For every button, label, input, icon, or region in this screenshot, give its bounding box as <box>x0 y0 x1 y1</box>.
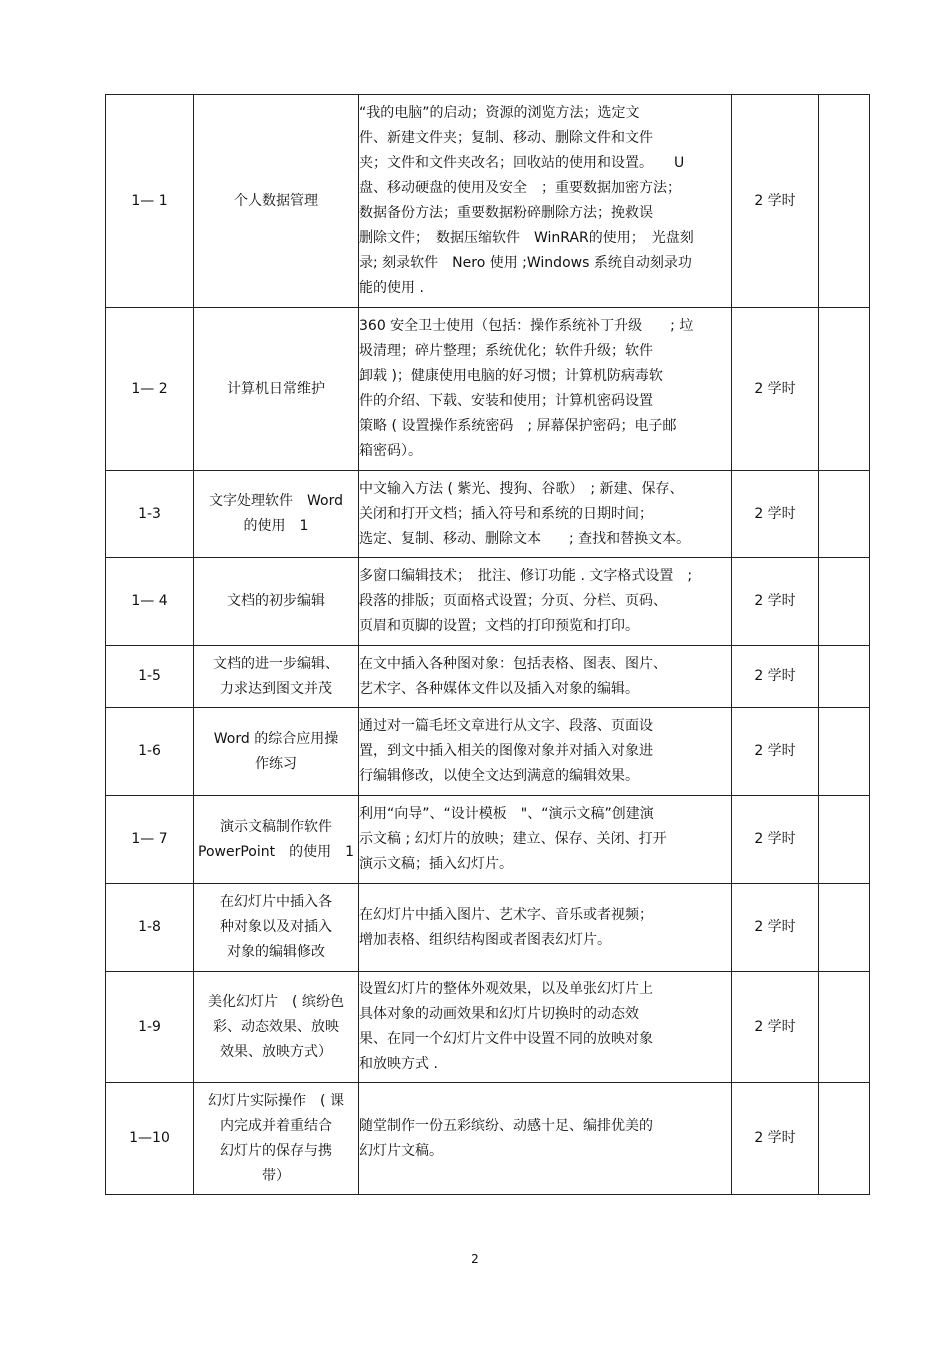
content-line: 卸载 )；健康使用电脑的好习惯；计算机防病毒软 <box>359 368 663 384</box>
topic-line: 文字处理软件 Word <box>209 493 343 509</box>
topic-line: 种对象以及对插入 <box>220 919 332 935</box>
content-line: 盘、移动硬盘的使用及安全 ；重要数据加密方法； <box>359 180 681 196</box>
content-line: 艺术字、各种媒体文件以及插入对象的编辑。 <box>359 680 639 697</box>
lesson-content <box>359 972 732 1083</box>
content-line: 圾清理；碎片整理；系统优化；软件升级；软件 <box>359 343 653 359</box>
topic-line: 在幻灯片中插入各 <box>220 894 332 910</box>
content-line: 幻灯片文稿。 <box>359 1142 443 1159</box>
content-line: 随堂制作一份五彩缤纷、动感十足、编排优美的 <box>359 1117 653 1134</box>
topic-line: 计算机日常维护 <box>227 380 325 397</box>
content-line: 删除文件； 数据压缩软件 WinRAR的使用； 光盘刻 <box>359 230 694 246</box>
lesson-content <box>359 708 732 796</box>
lesson-number: 1-8 <box>106 884 194 972</box>
content-line: 件的介绍、下载、安装和使用；计算机密码设置 <box>359 393 653 409</box>
lesson-hours: 2 学时 <box>732 708 819 796</box>
content-line: 数据备份方法；重要数据粉碎删除方法；挽救误 <box>359 205 653 221</box>
empty-cell <box>819 708 870 796</box>
content-line: 夹；文件和文件夹改名；回收站的使用和设置。 U <box>359 155 685 171</box>
lesson-content <box>359 884 732 972</box>
lesson-number: 1-5 <box>106 646 194 708</box>
lesson-hours: 2 学时 <box>732 1083 819 1195</box>
content-line: 设置幻灯片的整体外观效果，以及单张幻灯片上 <box>359 981 653 997</box>
lesson-topic <box>194 646 359 708</box>
empty-cell <box>819 646 870 708</box>
content-line: 示文稿 ; 幻灯片的放映；建立、保存、关闭、打开 <box>359 831 667 847</box>
table-row <box>106 95 870 308</box>
content-line: 利用“向导”、“设计模板 "、“演示文稿”创建演 <box>359 806 654 822</box>
lesson-content <box>359 796 732 884</box>
lesson-topic <box>194 708 359 796</box>
content-line: 页眉和页脚的设置；文档的打印预览和打印。 <box>359 618 639 634</box>
lesson-number: 1-6 <box>106 708 194 796</box>
topic-line: 演示文稿制作软件 <box>220 818 332 835</box>
empty-cell <box>819 471 870 558</box>
topic-line: 彩、动态效果、放映 <box>213 1018 339 1035</box>
course-schedule-table <box>105 94 870 1195</box>
empty-cell <box>819 796 870 884</box>
content-line: 箱密码）。 <box>359 443 422 459</box>
empty-cell <box>819 95 870 308</box>
content-line: 通过对一篇毛坯文章进行从文字、段落、页面设 <box>359 718 653 734</box>
table-row <box>106 558 870 646</box>
topic-line: PowerPoint 的使用 1 <box>198 843 354 860</box>
lesson-topic <box>194 558 359 646</box>
content-line: 能的使用 . <box>359 280 424 296</box>
empty-cell <box>819 558 870 646</box>
lesson-hours: 2 学时 <box>732 308 819 471</box>
empty-cell <box>819 884 870 972</box>
lesson-hours: 2 学时 <box>732 558 819 646</box>
table-row <box>106 1083 870 1195</box>
content-line: 果、在同一个幻灯片文件中设置不同的放映对象 <box>359 1031 653 1047</box>
page-number: 2 <box>471 1252 479 1266</box>
lesson-hours: 2 学时 <box>732 884 819 972</box>
lesson-content <box>359 308 732 471</box>
table-row <box>106 471 870 558</box>
lesson-number: 1— 2 <box>106 308 194 471</box>
table-row <box>106 708 870 796</box>
lesson-content <box>359 558 732 646</box>
topic-line: 幻灯片实际操作 ( 课 <box>208 1092 344 1109</box>
content-line: 在幻灯片中插入图片、艺术字、音乐或者视频； <box>359 906 653 923</box>
table-row <box>106 308 870 471</box>
empty-cell <box>819 1083 870 1195</box>
topic-line: 文档的进一步编辑、 <box>213 655 339 672</box>
lesson-number: 1—10 <box>106 1083 194 1195</box>
lesson-content <box>359 471 732 558</box>
content-line: 增加表格、组织结构图或者图表幻灯片。 <box>359 931 611 948</box>
content-line: 360 安全卫士使用（包括：操作系统补丁升级 ; 垃 <box>359 318 694 334</box>
lesson-number: 1-9 <box>106 972 194 1083</box>
topic-line: Word 的综合应用操 <box>213 730 339 747</box>
lesson-number: 1-3 <box>106 471 194 558</box>
topic-line: 对象的编辑修改 <box>227 944 325 960</box>
topic-line: 文档的初步编辑 <box>227 593 325 609</box>
topic-line: 内完成并着重结合 <box>220 1117 332 1134</box>
content-line: 和放映方式 . <box>359 1056 438 1072</box>
lesson-topic <box>194 796 359 884</box>
lesson-hours: 2 学时 <box>732 796 819 884</box>
table-row <box>106 796 870 884</box>
content-line: 段落的排版；页面格式设置；分页、分栏、页码、 <box>359 593 667 609</box>
content-line: 具体对象的动画效果和幻灯片切换时的动态效 <box>359 1006 639 1022</box>
lesson-topic <box>194 972 359 1083</box>
topic-line: 的使用 1 <box>243 518 309 534</box>
lesson-topic <box>194 95 359 308</box>
lesson-topic <box>194 884 359 972</box>
content-line: 中文输入方法 ( 紫光、搜狗、谷歌） ; 新建、保存、 <box>359 480 684 497</box>
lesson-number: 1— 1 <box>106 95 194 308</box>
content-line: 演示文稿；插入幻灯片。 <box>359 856 513 872</box>
topic-line: 幻灯片的保存与携 <box>220 1142 332 1159</box>
topic-line: 个人数据管理 <box>234 192 318 209</box>
table-row <box>106 646 870 708</box>
lesson-hours: 2 学时 <box>732 972 819 1083</box>
empty-cell <box>819 972 870 1083</box>
lesson-hours: 2 学时 <box>732 471 819 558</box>
table-row <box>106 884 870 972</box>
topic-line: 力求达到图文并茂 <box>220 680 332 697</box>
content-line: 策略 ( 设置操作系统密码 ; 屏幕保护密码；电子邮 <box>359 418 677 434</box>
topic-line: 带） <box>262 1167 290 1184</box>
lesson-topic <box>194 1083 359 1195</box>
content-line: 多窗口编辑技术； 批注、修订功能 . 文字格式设置 ; <box>359 568 693 584</box>
content-line: “我的电脑”的启动；资源的浏览方法；选定文 <box>359 105 640 121</box>
content-line: 件、新建文件夹；复制、移动、删除文件和文件 <box>359 130 653 146</box>
lesson-number: 1— 4 <box>106 558 194 646</box>
lesson-content <box>359 646 732 708</box>
content-line: 行编辑修改，以使全文达到满意的编辑效果。 <box>359 768 639 784</box>
content-line: 置，到文中插入相关的图像对象并对插入对象进 <box>359 743 653 759</box>
lesson-topic <box>194 471 359 558</box>
topic-line: 作练习 <box>255 755 297 772</box>
lesson-hours: 2 学时 <box>732 95 819 308</box>
content-line: 关闭和打开文档；插入符号和系统的日期时间； <box>359 505 653 522</box>
table-row <box>106 972 870 1083</box>
lesson-content <box>359 95 732 308</box>
lesson-topic <box>194 308 359 471</box>
topic-line: 效果、放映方式） <box>220 1043 332 1060</box>
lesson-number: 1— 7 <box>106 796 194 884</box>
content-line: 在文中插入各种图对象：包括表格、图表、图片、 <box>359 655 667 672</box>
topic-line: 美化幻灯片 ( 缤纷色 <box>208 993 344 1010</box>
empty-cell <box>819 308 870 471</box>
lesson-content <box>359 1083 732 1195</box>
content-line: 录; 刻录软件 Nero 使用 ;Windows 系统自动刻录功 <box>359 255 692 271</box>
content-line: 选定、复制、移动、删除文本 ; 查找和替换文本。 <box>359 530 691 547</box>
lesson-hours: 2 学时 <box>732 646 819 708</box>
